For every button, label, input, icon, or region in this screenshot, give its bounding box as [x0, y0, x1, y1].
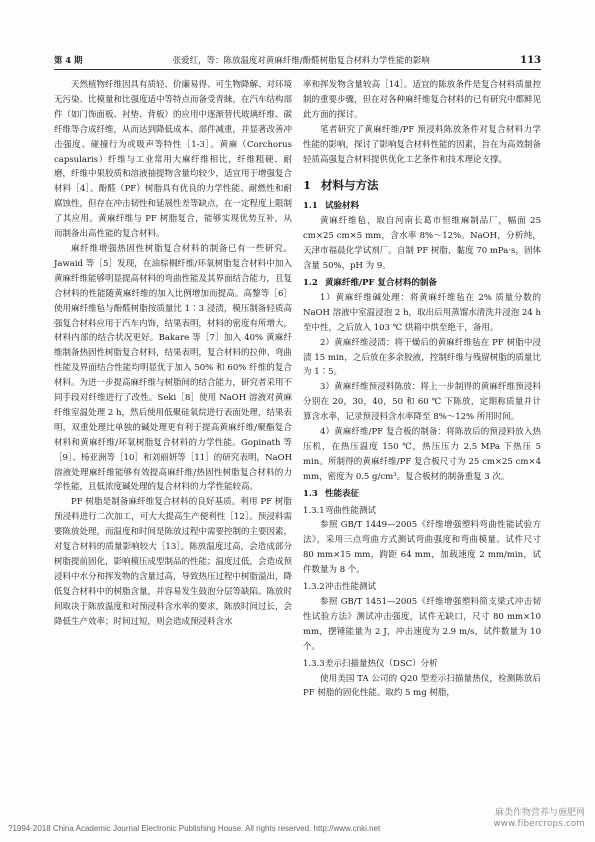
- materials-paragraph: 黄麻纤维毡，取自河南长葛市恒维麻制品厂，幅面 25 cm×25 cm×5 mm，含水率 8%～12%。NaOH，分析纯，天津市福晨化学试剂厂。自制 PF 树脂，黏度 70 mPa·s，固体含量 50%，pH 为 9。: [303, 216, 541, 272]
- dsc-paragraph: 使用美国 TA 公司的 Q20 型差示扫描量热仪，检测陈放后 PF 树脂的固化性能。取约 5 mg 树脂，: [303, 673, 541, 699]
- subsubsection-title: 弯曲性能测试: [325, 505, 377, 516]
- intro-paragraph-1: 天然植物纤维因具有质轻、价廉易得、可生物降解、对环境无污染、比模量和比强度适中等特点而备受青睐，在汽车结构部件（如门饰面板、衬垫、背板）的应用中逐渐替代玻璃纤维、碳纤维等合成纤维，从而达到降低成本、部件减重，并显著改善冲击强度、碰撞行为或吸声等特性［1-3］。黄麻（Corchorus capsularis）纤维与工业常用大麻纤维相比，纤维粗硬、耐磨，纤维中果胶质和溶液抽提物含量均较少，适宜用于增强复合材料［4］。酚醛（PF）树脂具有优良的力学性能、耐燃性和耐腐蚀性，但存在冲击韧性和延展性差等缺点，在一定程度上限制了其应用。黄麻纤维与 PF 树脂复合，能够实现优势互补，从而制备出高性能的复合材料。: [54, 80, 293, 240]
- subsubsection-number: 1.3.2: [303, 582, 325, 593]
- watermark-url: www.fibercrops.com: [493, 819, 585, 829]
- page-number: 113: [520, 55, 541, 66]
- running-title: 张爱红，等：陈放温度对黄麻纤维/酚醛树脂复合材料力学性能的影响: [172, 55, 430, 65]
- subsection-number: 1.2: [303, 277, 318, 288]
- left-column: [54, 78, 292, 630]
- subsubsection-title: 冲击性能测试: [325, 582, 377, 593]
- watermark-text: 麻类作物营养与施肥网: [494, 808, 585, 818]
- intro-paragraph-5: 笔者研究了黄麻纤维/PF 预浸料陈放条件对复合材料力学性能的影响，探讨了影响复合材料性能的因素，旨在为高效制备轻质高强复合材料提供优化工艺条件和技术理论支撑。: [303, 124, 542, 165]
- issue-number: 第 4 期: [54, 55, 83, 65]
- step-board-preparation: 4）黄麻纤维/PF 复合板的制备：将陈放后的预浸料放入热压机，在热压温度 150 ℃，热压压力 2.5 MPa 下热压 5 min。所制得的黄麻纤维/PF 复合板尺寸为 25 cm×25 cm×4 mm，密度为 0.5 g/cm³。复合板材的制备重复 3 次。: [303, 427, 541, 482]
- subsubsection-heading-impact: [303, 580, 541, 595]
- subsection-heading-preparation: [303, 276, 541, 291]
- right-column: [303, 78, 541, 701]
- impact-test-paragraph: 参照 GB/T 1451—2005《纤维增强塑料简支梁式冲击韧性试验方法》测试冲击强度，试件无缺口，尺寸 80 mm×10 mm，摆锤能量为 2 J，冲击速度为 2.9 m/s，试件数量为 10 个。: [303, 597, 541, 652]
- subsection-heading-materials: [303, 199, 541, 214]
- subsubsection-title: 差示扫描量热仪（DSC）分析: [325, 658, 438, 669]
- section-number: 1: [303, 178, 312, 193]
- step-prepreg-aging: 3）黄麻纤维预浸料陈放：将上一步制得的黄麻纤维预浸料分别在 20，30，40，50 和 60 ℃ 下陈放，定期称质量并计算含水率，记录预浸料含水率降至 8%～12% 所用时间。: [303, 382, 541, 423]
- intro-paragraph-3: PF 树脂是制备麻纤维复合材料的良好基质。利用 PF 树脂预浸料进行二次加工，可大大提高生产便利性［12］。预浸料需要陈放处理，而温度和时间是陈放过程中需要控制的主要因素，对复合材料的质量影响较大［13］。陈放温度过高，会造成部分树脂提前固化，影响模压成型制品的性能；温度过低，会造成预浸料中水分和挥发物的含量过高，导致热压过程中树脂溢出，降低复合材料中的树脂含量，并容易发生鼓泡分层等缺陷。陈放时间取决于陈放温度和对预浸料含水率的要求，陈放时间过长，会降低生产效率；时间过短，则会造成预浸料含水: [54, 497, 293, 627]
- subsubsection-number: 1.3.1: [303, 505, 325, 516]
- subsection-title: 试验材料: [325, 201, 360, 212]
- subsubsection-number: 1.3.3: [303, 658, 325, 669]
- subsection-title: 性能表征: [325, 488, 360, 499]
- subsection-number: 1.1: [303, 201, 318, 212]
- step-alkali-treatment: 1）黄麻纤维碱处理：将黄麻纤维毡在 2% 质量分数的 NaOH 溶液中室温浸泡 2 h，取出后用蒸馏水清洗并浸泡 24 h 至中性，之后放入 103 ℃ 烘箱中烘至绝干，备用。: [303, 292, 541, 333]
- subsection-heading-characterization: [303, 487, 541, 502]
- section-heading-materials-methods: [303, 177, 541, 193]
- intro-paragraph-2: 麻纤维增强热固性树脂复合材料的制备已有一些研究。Jawaid 等［5］发现，在油棕榈纤维/环氧树脂复合材料中加入黄麻纤维能够明显提高材料的弯曲性能及其界面结合能力，且复合材料的性能随黄麻纤维的加入比例增加而提高。高黎等［6］使用麻纤维毡与酚醛树脂按质量比 1∶3 浸渍，模压制备轻质高强复合材料应用于汽车内饰，结果表明，材料的密度有所增大，材料内部的结合状况更好。Bakare 等［7］加入 40% 黄麻纤维制备热固性树脂复合材料，结果表明，复合材料的拉伸、弯曲性能及界面结合性能均明显优于加入 50% 和 60% 纤维的复合材料。为进一步提高麻纤维与树脂间的结合能力，研究者采用不同手段对纤维进行了改性。Seki［8］使用 NaOH 溶液对黄麻纤维室温处理 2 h，然后使用低聚硅氧烷进行表面处理，结果表明，双重处理比单独的碱处理更有利于提高黄麻纤维/聚酯复合材料和黄麻纤维/环氧树脂复合材料的力学性能。Gopinath 等［9］、杨亚洲等［10］和刘丽妍等［11］的研究表明，NaOH 溶液处理麻纤维能够有效提高麻纤维/热固性树脂复合材料的力学性能，且低浓度碱处理的复合材料的力学性能较高。: [54, 243, 293, 493]
- subsection-number: 1.3: [303, 488, 318, 499]
- section-title: 材料与方法: [321, 178, 379, 193]
- subsubsection-heading-dsc: [303, 657, 541, 672]
- step-impregnation: 2）黄麻纤维浸渍：将干燥后的黄麻纤维毡在 PF 树脂中浸渍 15 min，之后放在多余胶液，控制纤维与残留树脂的质量比为 1∶5。: [303, 337, 541, 378]
- intro-paragraph-4: 率和挥发物含量较高［14］。适宜的陈放条件是复合材料质量控制的重要步骤，但在对各种麻纤维复合材料的已有研究中都鲜见此方面的探讨。: [303, 80, 542, 120]
- running-header: [54, 50, 541, 70]
- subsubsection-heading-bending: [303, 504, 541, 519]
- copyright-footer: ?1994-2018 China Academic Journal Electronic Publishing House. All rights reserved. http://www.cnki.net: [8, 824, 381, 833]
- subsection-title: 黄麻纤维/PF 复合材料的制备: [325, 277, 437, 288]
- bending-test-paragraph: 参照 GB/T 1449—2005《纤维增强塑料弯曲性能试验方法》，采用三点弯曲方式测试弯曲强度和弯曲模量。试件尺寸 80 mm×15 mm，跨距 64 mm，加载速度 2 mm/min，试件数量为 8 个。: [303, 520, 541, 576]
